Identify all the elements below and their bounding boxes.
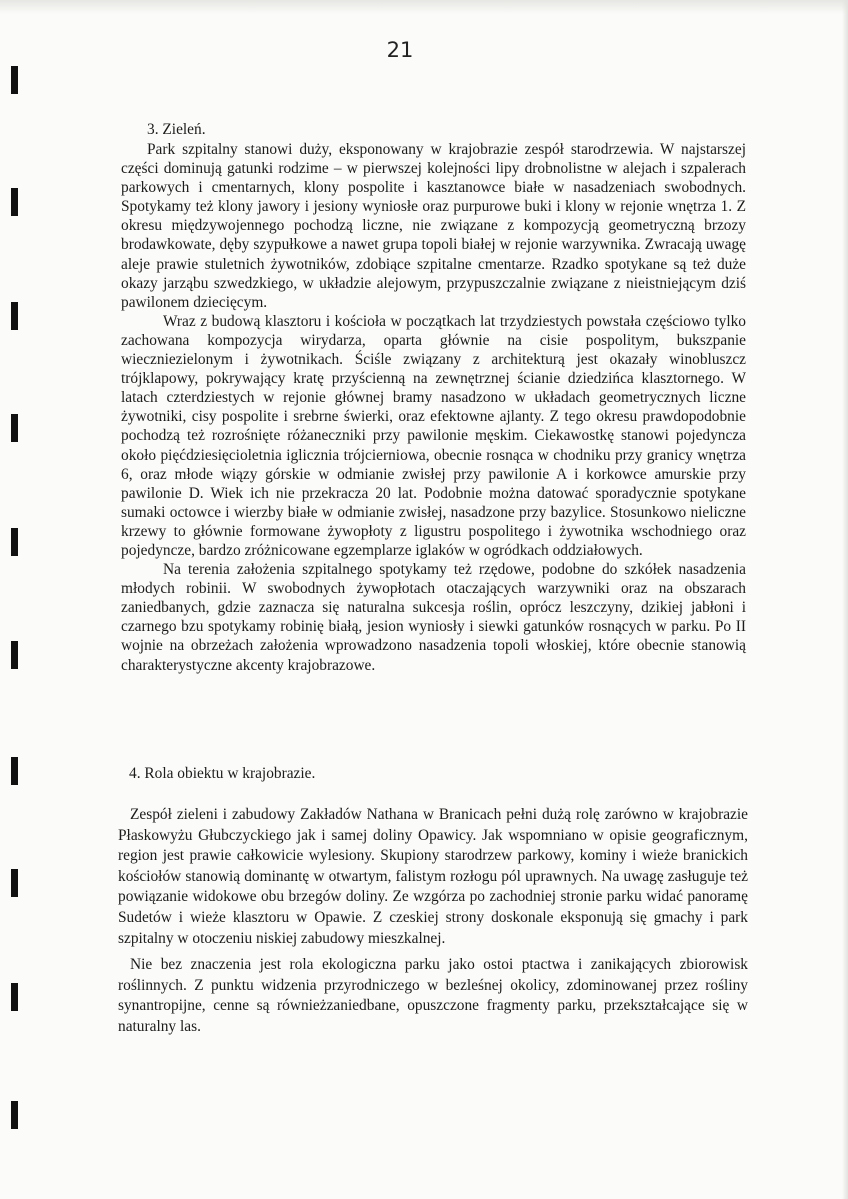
scan-margin-mark <box>11 528 18 556</box>
spacer <box>118 784 748 805</box>
section-landscape-role <box>118 764 748 1038</box>
page-right-shadow <box>842 0 848 1199</box>
page-top-shadow <box>0 0 848 14</box>
paragraph: Park szpitalny stanowi duży, eksponowany w krajobrazie zespół starodrzewia. W najstarszej części dominują gatunki rodzime – w pierwszej kolejności lipy drobnolistne w alejach i szpalerach parkowych i cmentarnych, klony pospolite i kasztanowce białe w nasadzeniach swobodnych. Spotykamy też klony jawory i jesiony wyniosłe oraz purpurowe buki i klony w rejonie wnętrza 1. Z okresu międzywojennego pochodzą liczne, nie związane z kompozycją geometryczną brzozy brodawkowate, dęby szypułkowe a nawet grupa topoli białej w rejonie warzywnika. Zwracają uwagę aleje prawie stuletnich żywotników, zdobiące szpitalne cmentarze. Rzadko spotykane są też duże okazy jarząbu szwedzkiego, w układzie alejowym, przypuszczalnie związane z nieistniejącym dziś pawilonem dziecięcym. <box>121 141 746 311</box>
section-heading: 4. Rola obiektu w krajobrazie. <box>129 765 316 782</box>
scan-margin-mark <box>11 414 18 442</box>
scan-margin-mark <box>11 66 18 94</box>
scan-margin-mark <box>11 188 18 216</box>
paragraph: Wraz z budową klasztoru i kościoła w początkach lat trzydziestych powstała częściowo tylko zachowana kompozycja wirydarza, oparta głównie na cisie pospolitym, bukszpanie wieczniezielonym i żywotnikach. Ściśle związany z architekturą jest okazały winobluszcz trójklapowy, pokrywający kratę przyścienną na zewnętrznej ścianie dziedzińca klasztornego. W latach czterdziestych w rejonie głównej bramy nasadzono w układach geometrycznych liczne żywotniki, cisy pospolite i srebrne świerki, oraz efektowne ajlanty. Z tego okresu prawdopodobnie pochodzą też rozrośnięte różaneczniki przy pawilonie męskim. Ciekawostkę stanowi pojedyncza około pięćdziesięcioletnia iglicznia trójcierniowa, obecnie rosnąca w chodniku przy granicy wnętrza 6, oraz młode wiązy górskie w odmianie zwisłej przy pawilonie A i korkowce amurskie przy pawilonie D. Wiek ich nie przekracza 20 lat. Podobnie można datować sporadycznie spotykane sumaki octowce i wierzby białe w odmianie zwisłej, nasadzone przy bazylice. Stosunkowo nieliczne krzewy to głównie formowane żywopłoty z ligustru pospolitego i żywotnika wschodniego oraz pojedyncze, bardzo zróżnicowane egzemplarze iglaków w ogródkach oddziałowych. <box>121 312 746 559</box>
paragraph: Na terenia założenia szpitalnego spotykamy też rzędowe, podobne do szkółek nasadzenia młodych robinii. W swobodnych żywopłotach otaczających warzywniki oraz na obszarach zaniedbanych, gdzie zaznacza się naturalna sukcesja roślin, oprócz leszczyny, dzikiej jabłoni i czarnego bzu spotykamy robinię białą, jesion wyniosły i siewki gatunków rosnących w parku. Po II wojnie na obrzeżach założenia wprowadzono nasadzenia topoli włoskiej, które obecnie stanowią charakterystyczne akcenty krajobrazowe. <box>121 561 746 674</box>
scan-margin-mark <box>11 302 18 330</box>
scan-margin-mark <box>11 1101 18 1129</box>
scan-margin-mark <box>11 641 18 669</box>
paragraph: Nie bez znaczenia jest rola ekologiczna parku jako ostoi ptactwa i zanikających zbiorowisk roślinnych. Z punktu widzenia przyrodniczego w bezleśnej okolicy, zdominowanej przez rośliny synantropijne, cenne są równieżzaniedbane, opuszczone fragmenty parku, przekształcające się w naturalny las. <box>118 956 748 1035</box>
scan-margin-mark <box>11 869 18 897</box>
section-heading: 3. Zieleń. <box>147 121 206 138</box>
paragraph: Zespół zieleni i zabudowy Zakładów Nathana w Branicach pełni dużą rolę zarówno w krajobrazie Płaskowyżu Głubczyckiego jak i samej doliny Opawicy. Jak wspomniano w opisie geograficznym, region jest prawie całkowicie wylesiony. Skupiony starodrzew parkowy, kominy i wieże branickich kościołów stanowią dominantę w otwartym, falistym rozłogu pól uprawnych. Na uwagę zasługuje też powiązanie widokowe obu brzegów doliny. Ze wzgórza po zachodniej stronie parku widać panoramę Sudetów i wieże klasztoru w Opawie. Z czeskiej strony doskonale eksponują się gmachy i park szpitalny w otoczeniu niskiej zabudowy mieszkalnej. <box>118 806 748 947</box>
scan-margin-mark <box>11 757 18 785</box>
section-greenery <box>121 120 746 675</box>
page-number: 21 <box>386 38 414 62</box>
scan-margin-mark <box>11 983 18 1011</box>
